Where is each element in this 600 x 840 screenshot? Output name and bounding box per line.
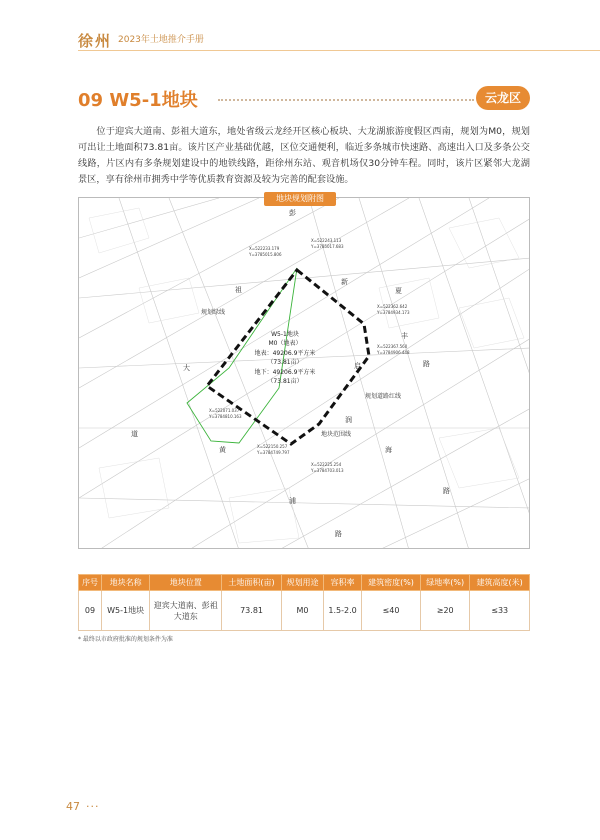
table-cell: ≤33 bbox=[470, 591, 530, 631]
plot-label: 地下：49206.9平方米 bbox=[254, 369, 316, 376]
road-char: 祖 bbox=[235, 286, 242, 294]
road-char: 夏 bbox=[395, 287, 402, 295]
table-header: 规划用途 bbox=[281, 575, 323, 591]
title-dotted-line bbox=[218, 99, 474, 101]
intro-paragraph: 位于迎宾大道南、彭祖大道东，地处省级云龙经开区核心板块、大龙湖旅游度假区西南，规划为M0，规划可出让土地面积73.81亩。该片区产业基础优越，区位交通便利，临近多条城市快速路、高速出入口及多条公交线路，片区内有多条规划建设中的地铁线路，距徐州东站、观音机场仅30分钟车程。同时，该片区紧邻大龙湖景区，享有徐州市拥秀中学等优质教育资源及较为完善的配套设施。 bbox=[78, 126, 530, 185]
page-dots: ··· bbox=[86, 800, 100, 813]
table-header: 建筑密度(%) bbox=[361, 575, 420, 591]
coord-y: Y=3784906.448 bbox=[377, 350, 410, 355]
table-header: 容积率 bbox=[324, 575, 362, 591]
road-char: 浦 bbox=[289, 497, 296, 505]
coord-x: X=522225.254 bbox=[311, 462, 342, 467]
map-drawing bbox=[79, 198, 530, 549]
coord-x: X=522362.642 bbox=[377, 304, 408, 309]
road-char: 润 bbox=[345, 416, 352, 424]
road-char: 彭 bbox=[289, 209, 296, 217]
road-char: 海 bbox=[385, 446, 392, 454]
road-char: 路 bbox=[443, 487, 450, 495]
coord-x: X=522071.037 bbox=[209, 408, 240, 413]
table-cell: 73.81 bbox=[222, 591, 282, 631]
coord-x: X=522233.179 bbox=[249, 246, 280, 251]
table-cell: ≤40 bbox=[361, 591, 420, 631]
plot-info-table bbox=[78, 574, 530, 631]
table-row bbox=[79, 591, 530, 631]
page-number: 47 bbox=[66, 800, 80, 813]
green-line-label: 规划绿线 bbox=[201, 309, 226, 316]
plot-label: （73.81亩） bbox=[267, 359, 303, 366]
table-header-row bbox=[79, 575, 530, 591]
road-char: 大 bbox=[183, 364, 190, 372]
table-cell: 1.5-2.0 bbox=[324, 591, 362, 631]
road-char: 启 bbox=[354, 362, 361, 370]
table-header: 地块名称 bbox=[101, 575, 149, 591]
header-divider bbox=[78, 50, 600, 51]
footnote: * 最终以市政府批准的规划条件为准 bbox=[78, 636, 173, 643]
coord-x: X=522367.560 bbox=[377, 344, 408, 349]
road-char: 新 bbox=[341, 278, 348, 286]
page-header bbox=[0, 0, 600, 58]
road-char: 道 bbox=[131, 430, 138, 438]
coord-x: X=522150.257 bbox=[257, 444, 288, 449]
table-header: 地块位置 bbox=[150, 575, 222, 591]
road-char: 丰 bbox=[401, 332, 408, 340]
table-cell: ≥20 bbox=[421, 591, 470, 631]
district-badge: 云龙区 bbox=[476, 86, 530, 110]
table-cell: W5-1地块 bbox=[101, 591, 149, 631]
plot-label: M0（地表） bbox=[268, 340, 302, 347]
map-title: 地块规划附图 bbox=[264, 192, 336, 206]
coord-y: Y=3784810.163 bbox=[209, 414, 242, 419]
plot-map bbox=[78, 197, 530, 549]
table-cell: 09 bbox=[79, 591, 102, 631]
section-title: 09 W5-1地块 bbox=[78, 90, 198, 111]
road-char: 路 bbox=[335, 530, 342, 538]
coord-x: Y=3785017.683 bbox=[311, 244, 344, 249]
road-char: 黄 bbox=[219, 446, 226, 454]
plot-line-label: 地块范围线 bbox=[321, 431, 352, 438]
coord-x: X=522243.113 bbox=[311, 238, 342, 243]
road-char: 路 bbox=[423, 360, 430, 368]
table-cell: 迎宾大道南、彭祖大道东 bbox=[150, 591, 222, 631]
coord-y: Y=3785015.806 bbox=[249, 252, 282, 257]
plot-label: （73.81亩） bbox=[267, 378, 303, 385]
plot-label: W5-1地块 bbox=[271, 331, 299, 338]
coord-y: Y=3784749.797 bbox=[257, 450, 290, 455]
table-header: 序号 bbox=[79, 575, 102, 591]
table-cell: M0 bbox=[281, 591, 323, 631]
table-header: 绿地率(%) bbox=[421, 575, 470, 591]
plot-label: 地表：49206.9平方米 bbox=[254, 350, 316, 357]
header-subtitle: 2023年土地推介手册 bbox=[118, 35, 204, 45]
logo: 徐州 bbox=[78, 32, 113, 50]
coord-y: Y=3784934.173 bbox=[377, 310, 410, 315]
table-header: 建筑高度(米) bbox=[470, 575, 530, 591]
table-header: 土地面积(亩) bbox=[222, 575, 282, 591]
coord-y: Y=3784703.013 bbox=[311, 468, 344, 473]
road-line-label: 规划道路红线 bbox=[365, 393, 402, 400]
